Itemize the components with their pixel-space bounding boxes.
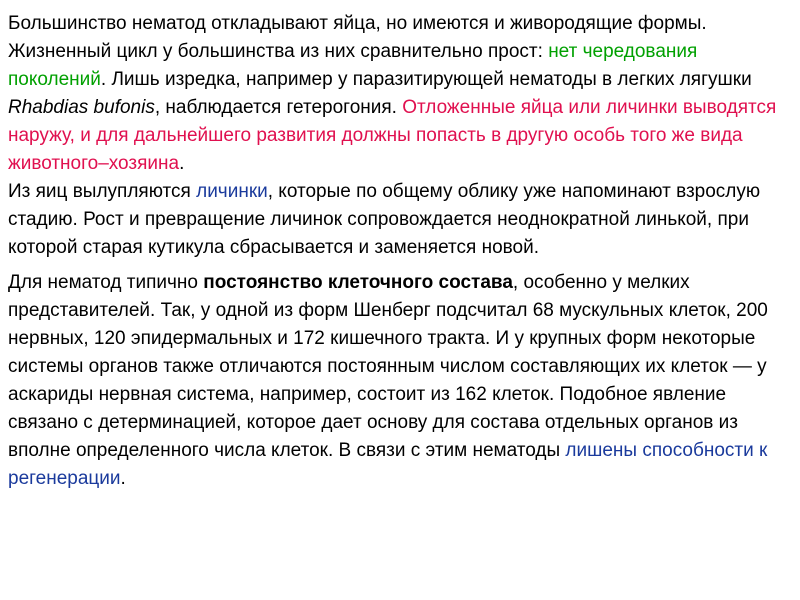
paragraph-reproduction bbox=[8, 10, 788, 262]
text-segment: . Лишь изредка, например у паразитирующей нематоды в легких лягушки bbox=[100, 69, 752, 90]
text-segment: , которые по общему облику уже напоминают взрослую стадию. Рост и превращение личинок сопровождается неоднократной линькой, при которой старая кутикула сбрасывается и заменяется новой. bbox=[8, 181, 761, 258]
text-segment: , наблюдается гетерогония. bbox=[154, 97, 403, 118]
highlight-no-regeneration: лишены способности к регенерации bbox=[8, 440, 768, 489]
text-segment: Большинство нематод откладывают яйца, но имеются и живородящие формы. Жизненный цикл у большинства из них сравнительно прост: bbox=[8, 13, 707, 62]
text-segment: , особенно у мелких представителей. Так, у одной из форм Шенберг подсчитал 68 мускульных клеток, 200 нервных, 120 эпидермальных и 172 кишечного тракта. И у крупных форм некоторые системы органов также отличаются постоянным числом составляющих их клеток — у аскариды нервная система, например, состоит из 162 клеток. Подобное явление связано с детерминацией, которое дает основу для состава отдельных органов из вполне определенного числа клеток. В связи с этим нематоды bbox=[8, 272, 768, 461]
highlight-eggs-larvae: Отложенные яйца или личинки выводятся наружу, и для дальнейшего развития должны попасть в другую особь того же вида животного–хозяина bbox=[8, 97, 777, 174]
text-segment: Для нематод типично bbox=[8, 272, 204, 293]
species-name: Rhabdias bufonis bbox=[8, 97, 155, 118]
highlight-cell-constancy: постоянство клеточного состава bbox=[203, 272, 513, 293]
highlight-larvae: личинки bbox=[196, 181, 268, 202]
larvae-sentence bbox=[8, 178, 788, 262]
text-segment: . bbox=[120, 468, 126, 489]
text-segment: . bbox=[179, 153, 185, 174]
paragraph-cell-constancy bbox=[8, 269, 788, 493]
highlight-no-alternation: нет чередования поколений bbox=[8, 41, 698, 90]
text-segment: Из яиц вылупляются bbox=[8, 181, 197, 202]
